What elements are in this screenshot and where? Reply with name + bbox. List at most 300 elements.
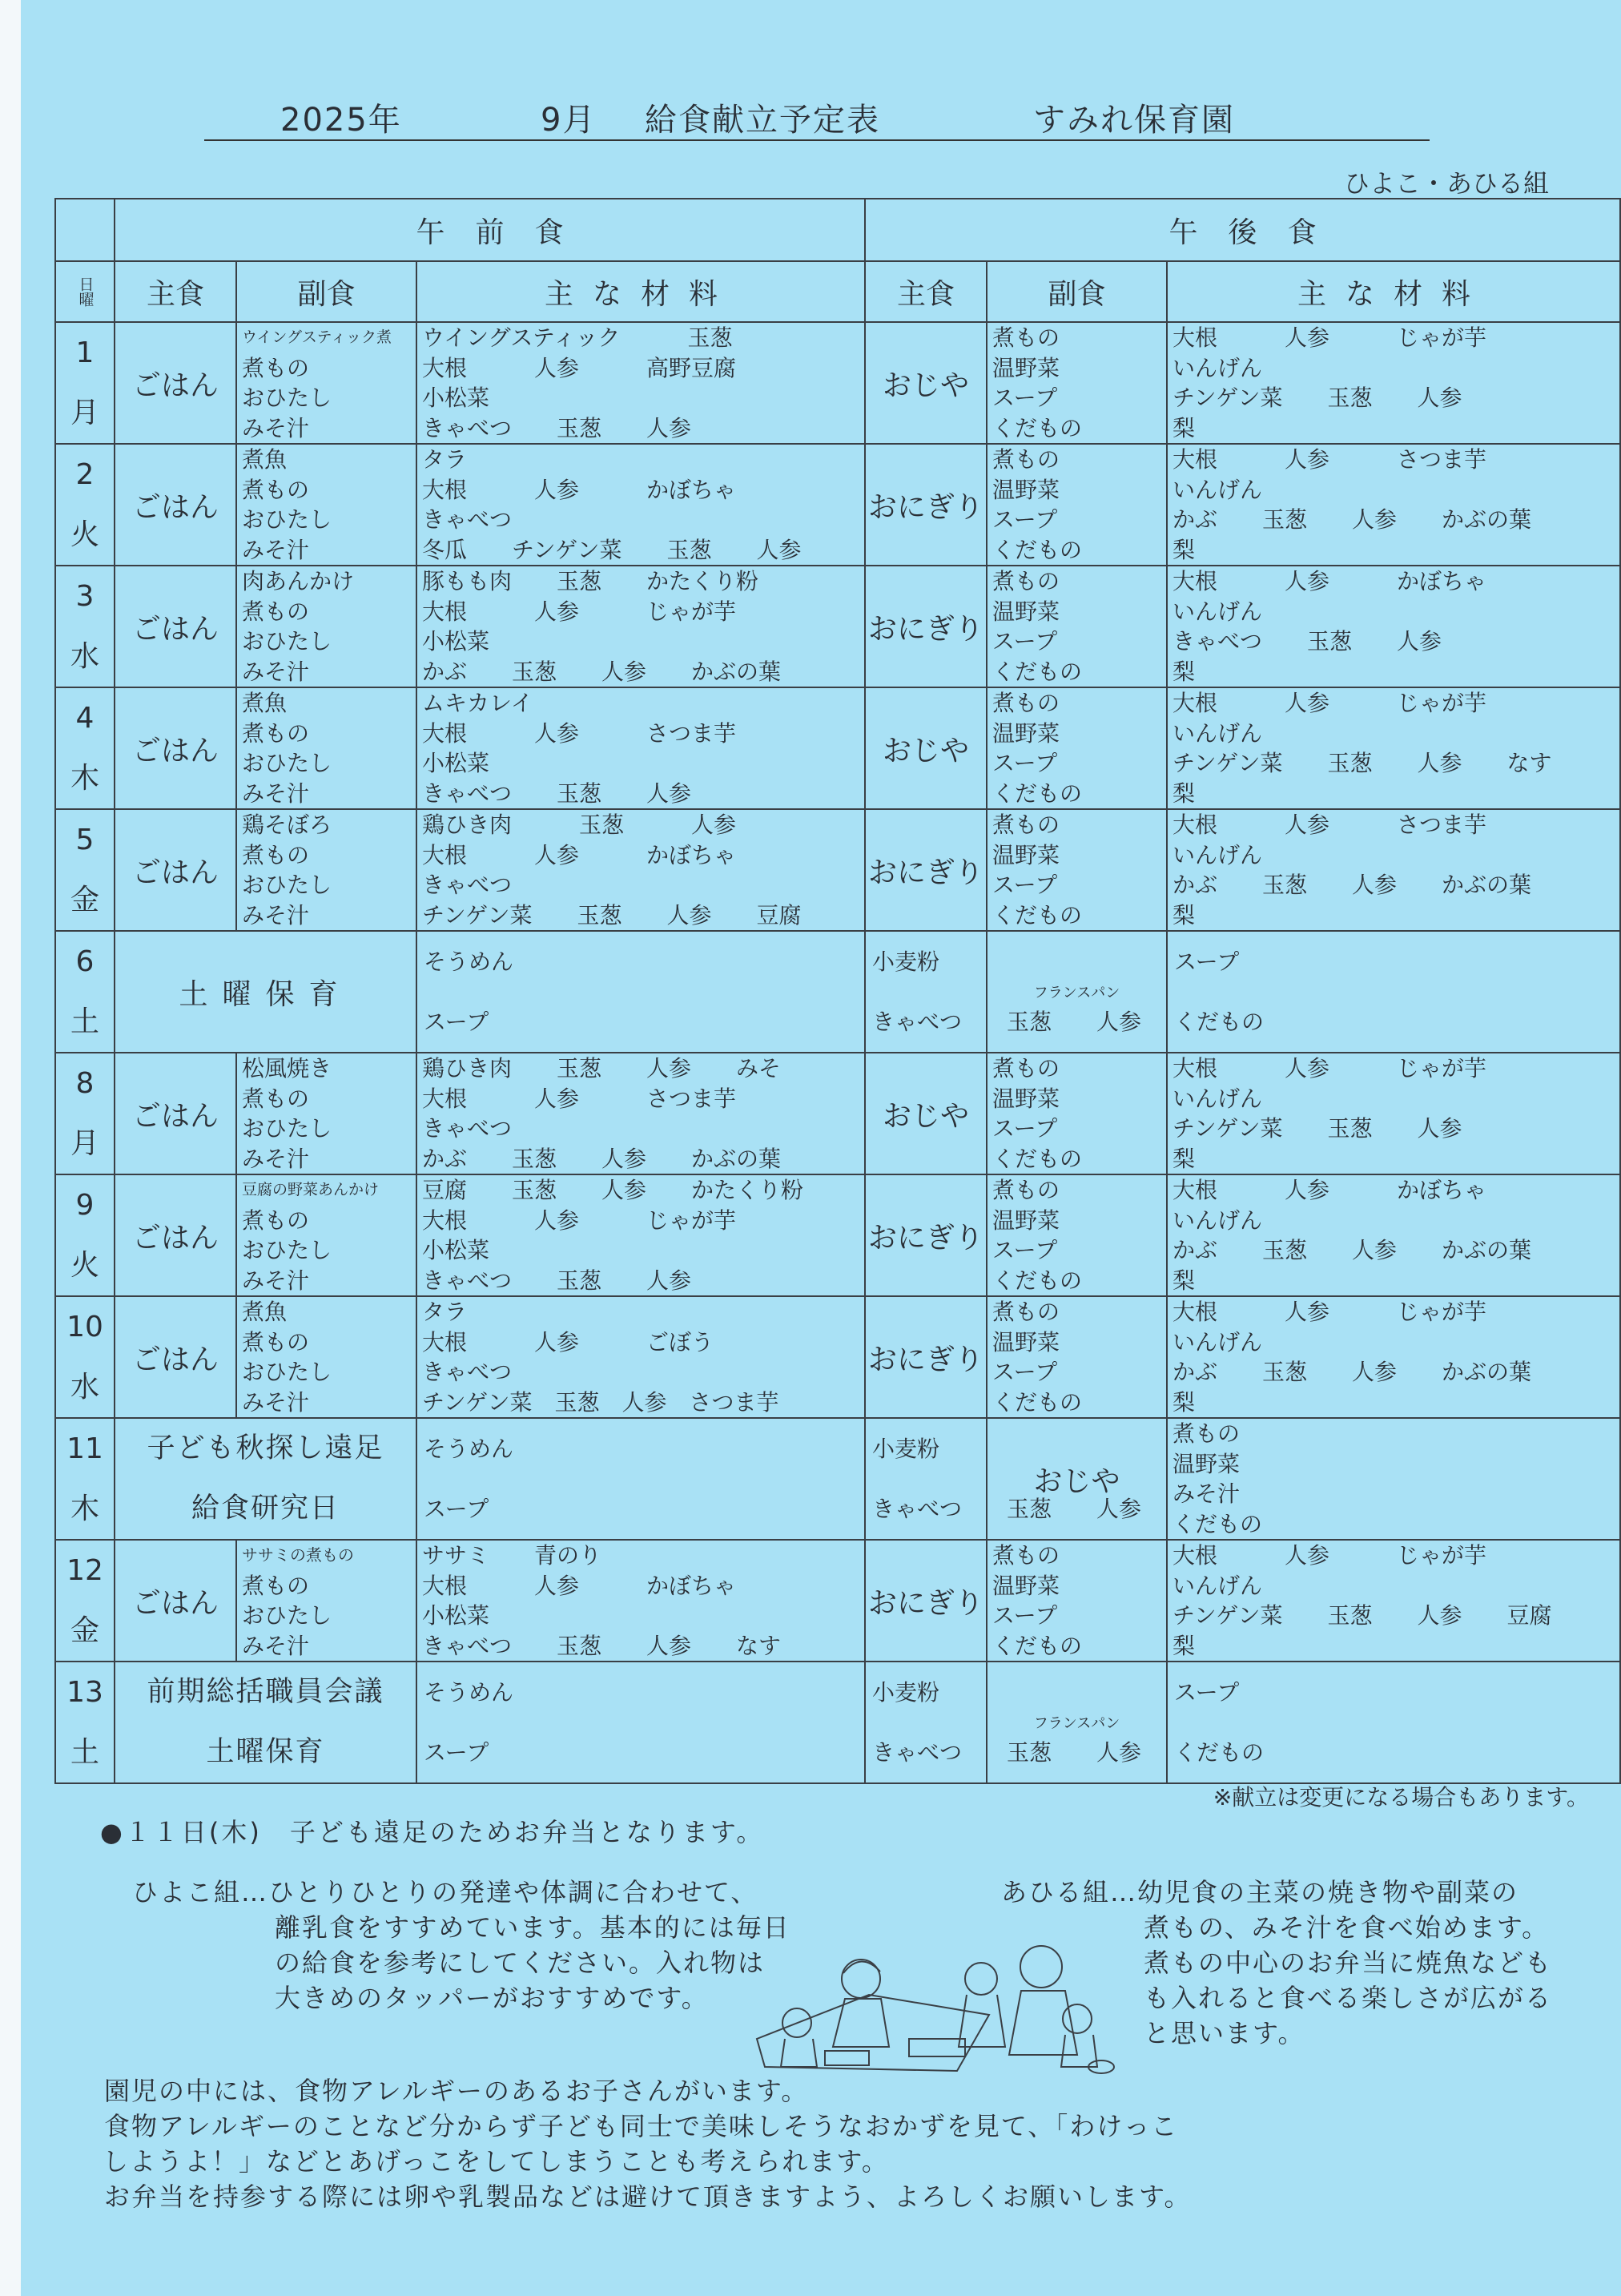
side-dish: 温野菜 xyxy=(992,476,1060,503)
am-ingredients-cell xyxy=(416,444,865,566)
pm-side-cell xyxy=(1167,931,1620,1053)
side-dish: 温野菜 xyxy=(992,1328,1060,1355)
ingredient-line: 小麦粉 xyxy=(872,949,940,975)
header-am-ingredients: 主な材料 xyxy=(416,261,865,322)
pm-side-cell xyxy=(987,1540,1167,1662)
table-row xyxy=(55,809,1620,931)
side-dish: 煮もの xyxy=(242,476,310,503)
date-number: 9 xyxy=(75,1189,95,1222)
pm-staple-cell: おじや xyxy=(865,687,987,809)
side-dish: くだもの xyxy=(992,901,1083,928)
day-of-week: 金 xyxy=(70,1614,99,1647)
table-row xyxy=(55,1174,1620,1296)
day-of-week: 金 xyxy=(70,884,99,916)
ingredient-line: 鶏ひき肉 玉葱 人参 みそ xyxy=(422,1055,782,1082)
am-staple-cell: ごはん xyxy=(115,687,236,809)
pm-staple-cell: おじや xyxy=(987,1418,1167,1540)
am-ingredients-cell xyxy=(416,687,865,809)
ingredient-line: ムキカレイ xyxy=(422,690,533,716)
day-of-week: 木 xyxy=(70,762,99,795)
event-line: 給食研究日 xyxy=(191,1492,340,1525)
side-dish: 鶏そぼろ xyxy=(242,812,332,838)
side-dish: 煮もの xyxy=(242,841,310,868)
side-dish: 温野菜 xyxy=(992,1206,1060,1234)
side-dish: おひたし xyxy=(242,385,332,411)
ingredient-line: 小麦粉 xyxy=(872,1679,940,1706)
side-dish: 豆腐の野菜あんかけ xyxy=(242,1181,380,1198)
side-dish: くだもの xyxy=(992,1632,1083,1659)
ingredient-line: きゃべつ 玉葱 人参 xyxy=(422,414,692,441)
hiyoko-line: の給食を参考にしてください。入れ物は xyxy=(275,1948,766,1978)
day-of-week: 火 xyxy=(70,1249,99,1282)
ahiru-line: 煮もの、みそ汁を食べ始めます。 xyxy=(1144,1912,1550,1943)
ingredient-line: いんげん xyxy=(1173,1572,1263,1599)
side-dish: おひたし xyxy=(242,1602,332,1629)
side-dish: くだもの xyxy=(992,1267,1083,1294)
side-dish: 煮もの xyxy=(242,1206,310,1234)
pm-staple-cell: おじや xyxy=(865,322,987,444)
side-dish: 温野菜 xyxy=(992,719,1060,747)
side-dish: 煮魚 xyxy=(242,690,288,716)
side-dish: 煮もの xyxy=(242,1328,310,1355)
ingredient-line: かぶ 玉葱 人参 かぶの葉 xyxy=(1173,872,1532,898)
am-side-cell xyxy=(236,1296,416,1418)
side-dish: スープ xyxy=(1174,1679,1240,1706)
side-dish: 煮もの xyxy=(992,568,1060,594)
pm-staple-cell: おにぎり xyxy=(865,809,987,931)
hiyoko-line: 大きめのタッパーがおすすめです。 xyxy=(275,1983,709,2013)
ingredient-line: 小松菜 xyxy=(422,1602,490,1629)
menu-item: そうめん xyxy=(424,949,514,975)
ingredient-line: いんげん xyxy=(1173,719,1263,747)
side-dish: ササミの煮もの xyxy=(242,1545,354,1565)
hiyoko-line: 離乳食をすすめています。基本的には毎日 xyxy=(275,1912,790,1943)
day-of-week: 水 xyxy=(70,640,99,673)
ingredient-line: 豆腐 玉葱 人参 かたくり粉 xyxy=(422,1177,804,1203)
date-cell xyxy=(55,322,115,444)
side-dish: 肉あんかけ xyxy=(242,568,355,594)
ingredient-line: 小麦粉 xyxy=(872,1436,940,1462)
date-cell xyxy=(55,1540,115,1662)
am-ingredients-cell xyxy=(416,1174,865,1296)
side-dish: 温野菜 xyxy=(992,1572,1060,1599)
ingredient-line: きゃべつ 玉葱 人参 xyxy=(422,1267,692,1294)
title-month: 9月 xyxy=(541,102,597,139)
side-dish: みそ汁 xyxy=(242,414,310,441)
table-row xyxy=(55,444,1620,566)
pm-ingredients-cell xyxy=(1167,444,1620,566)
ingredient-line: タラ xyxy=(422,1299,468,1325)
ingredient-line: ウイングスティック 玉葱 xyxy=(422,324,733,351)
date-number: 8 xyxy=(75,1067,95,1100)
ingredient-line: 梨 xyxy=(1173,536,1196,563)
pm-ingredients-cell xyxy=(1167,566,1620,687)
date-number: 1 xyxy=(75,336,95,369)
date-number: 12 xyxy=(66,1554,103,1587)
side-dish: くだもの xyxy=(1173,1510,1263,1537)
ahiru-line: あひる組…幼児食の主菜の焼き物や副菜の xyxy=(1001,1877,1519,1907)
ingredient-line: 小松菜 xyxy=(422,385,490,411)
ingredient-line: 梨 xyxy=(1173,414,1196,441)
am-ingredients-cell xyxy=(416,322,865,444)
ingredient-line: 大根 人参 じゃが芋 xyxy=(1173,1542,1487,1569)
ahiru-line: と思います。 xyxy=(1144,2018,1305,2048)
paper-edge xyxy=(0,0,21,2296)
allergy-line: しようよ！」などとあげっこをしてしまうことも考えられます。 xyxy=(103,2146,889,2177)
date-cell xyxy=(55,809,115,931)
side-dish: 煮もの xyxy=(992,324,1060,351)
ingredient-line: チンゲン菜 玉葱 人参 なす xyxy=(1173,750,1552,776)
ingredient-line: 梨 xyxy=(1173,1145,1196,1172)
side-dish: 煮もの xyxy=(242,598,310,625)
ingredient-line: 大根 人参 じゃが芋 xyxy=(422,1206,737,1234)
side-dish: 温野菜 xyxy=(992,598,1060,625)
pm-staple-cell: フランスパン xyxy=(987,931,1167,1053)
ingredient-line: チンゲン菜 玉葱 人参 さつま芋 xyxy=(422,1388,779,1416)
pm-side-cell xyxy=(987,322,1167,444)
event-line: 前期総括職員会議 xyxy=(147,1676,384,1708)
pm-staple-cell: おにぎり xyxy=(865,1296,987,1418)
am-side-cell xyxy=(236,1174,416,1296)
date-cell xyxy=(55,1418,115,1540)
am-staple-cell: ごはん xyxy=(115,1174,236,1296)
pm-staple-cell: おにぎり xyxy=(865,566,987,687)
school-name: すみれ保育園 xyxy=(1033,102,1235,139)
menu-item: スープ xyxy=(424,1009,489,1035)
header-pm-ingredients: 主な材料 xyxy=(1167,261,1620,322)
am-ingredients-cell xyxy=(416,1053,865,1174)
header-morning: 午前食 xyxy=(115,199,865,261)
side-dish: 温野菜 xyxy=(992,354,1060,381)
date-number: 4 xyxy=(75,702,95,735)
pm-ingredients-cell xyxy=(1167,322,1620,444)
ingredient-line: 大根 人参 さつま芋 xyxy=(422,1085,737,1112)
title-name: 給食献立予定表 xyxy=(645,102,880,139)
ingredient-line: チンゲン菜 玉葱 人参 xyxy=(1173,1115,1462,1142)
menu-item: スープ xyxy=(424,1739,489,1766)
pm-ingredients-cell xyxy=(1167,1296,1620,1418)
event-line: 子ども秋探し遠足 xyxy=(147,1432,384,1464)
excursion-notice: ●１１日(木) 子ども遠足のためお弁当となります。 xyxy=(100,1817,765,1847)
am-ingredients-cell xyxy=(416,566,865,687)
ingredient-line: きゃべつ 玉葱 人参 xyxy=(422,779,692,807)
pm-side-cell xyxy=(987,687,1167,809)
day-of-week: 土 xyxy=(70,1736,99,1769)
side-dish: 温野菜 xyxy=(992,1085,1060,1112)
day-of-week: 木 xyxy=(70,1492,99,1525)
ingredient-line: きゃべつ 玉葱 人参 なす xyxy=(422,1632,782,1659)
ingredient-line: 小松菜 xyxy=(422,1237,490,1263)
ingredient-line: いんげん xyxy=(1173,841,1263,868)
pm-side-cell xyxy=(987,1053,1167,1174)
ingredient-line: きゃべつ xyxy=(422,872,513,898)
pm-staple-cell: おにぎり xyxy=(865,444,987,566)
ingredient-line: 大根 人参 かぼちゃ xyxy=(422,1572,737,1599)
day-of-week: 月 xyxy=(70,397,99,429)
ingredient-line: ササミ 青のり xyxy=(422,1542,602,1569)
side-dish: おひたし xyxy=(242,872,332,898)
side-dish: みそ汁 xyxy=(1173,1480,1241,1507)
title-year: 2025年 xyxy=(280,102,402,139)
side-dish: ウイングスティック煮 xyxy=(242,328,392,346)
side-dish: みそ汁 xyxy=(242,1267,310,1294)
picnic-illustration xyxy=(749,1919,1117,2079)
ingredient-line: 大根 人参 さつま芋 xyxy=(422,719,737,747)
pm-staple-cell: おにぎり xyxy=(865,1174,987,1296)
pm-side-cell xyxy=(1167,1662,1620,1783)
allergy-line: 園児の中には、食物アレルギーのあるお子さんがいます。 xyxy=(104,2076,809,2106)
pm-side-cell xyxy=(987,1296,1167,1418)
side-dish: 煮魚 xyxy=(242,1299,288,1325)
ingredient-line: 大根 人参 じゃが芋 xyxy=(422,598,737,625)
header-day: 日曜 xyxy=(55,261,115,322)
side-dish: くだもの xyxy=(992,536,1083,563)
ingredient-line: いんげん xyxy=(1173,1085,1263,1112)
side-dish: くだもの xyxy=(992,779,1083,807)
table-row xyxy=(55,1418,1620,1540)
special-event-cell: 土曜保育 xyxy=(115,931,416,1053)
ingredient-line: 大根 人参 さつま芋 xyxy=(1173,446,1487,473)
side-dish: おひたし xyxy=(242,506,332,533)
header-afternoon: 午後食 xyxy=(865,199,1620,261)
ingredient-line: 梨 xyxy=(1173,779,1196,807)
side-dish: スープ xyxy=(992,1602,1058,1629)
side-dish: スープ xyxy=(992,506,1058,533)
ingredient-line: 梨 xyxy=(1173,1267,1196,1294)
ingredient-line: 大根 人参 じゃが芋 xyxy=(1173,1299,1487,1325)
side-dish: 温野菜 xyxy=(992,841,1060,868)
ingredient-line: 小松菜 xyxy=(422,750,490,776)
pm-staple-cell: おにぎり xyxy=(865,1540,987,1662)
am-staple-cell: ごはん xyxy=(115,1053,236,1174)
change-note: ※献立は変更になる場合もあります。 xyxy=(1213,1784,1589,1811)
pm-staple-cell: フランスパン xyxy=(987,1662,1167,1783)
pm-side-cell xyxy=(1167,1418,1620,1540)
pm-ingredients-cell xyxy=(1167,1053,1620,1174)
am-side-cell xyxy=(236,322,416,444)
date-number: 3 xyxy=(75,580,95,613)
date-cell xyxy=(55,931,115,1053)
side-dish: スープ xyxy=(992,750,1058,776)
am-staple-cell: ごはん xyxy=(115,1296,236,1418)
ingredient-line: 大根 人参 かぼちゃ xyxy=(1173,1177,1487,1203)
am-staple-cell: ごはん xyxy=(115,322,236,444)
am-menu-cell xyxy=(416,1662,865,1783)
side-dish: みそ汁 xyxy=(242,1388,310,1416)
header-pm-side: 副食 xyxy=(987,261,1167,322)
ingredient-line: きゃべつ 玉葱 人参 xyxy=(1173,628,1442,655)
am-staple-cell: ごはん xyxy=(115,1540,236,1662)
hiyoko-line: ひよこ組…ひとりひとりの発達や体調に合わせて、 xyxy=(132,1877,758,1907)
side-dish: スープ xyxy=(992,385,1058,411)
side-dish: くだもの xyxy=(992,1145,1083,1172)
day-of-week: 土 xyxy=(70,1005,99,1038)
menu-item: スープ xyxy=(424,1496,489,1522)
ingredient-line: かぶ 玉葱 人参 かぶの葉 xyxy=(422,658,782,685)
date-number: 6 xyxy=(75,945,95,978)
side-dish: みそ汁 xyxy=(242,901,310,928)
pm-ingredients-cell xyxy=(1167,809,1620,931)
ingredient-line: 大根 人参 かぼちゃ xyxy=(422,841,737,868)
table-row xyxy=(55,1540,1620,1662)
am-side-cell xyxy=(236,566,416,687)
ingredient-line: いんげん xyxy=(1173,1328,1263,1355)
ingredient-line: きゃべつ xyxy=(422,1359,513,1385)
hiyoko-paragraph xyxy=(132,1875,790,2016)
am-side-cell xyxy=(236,1540,416,1662)
ingredient-line: 冬瓜 チンゲン菜 玉葱 人参 xyxy=(422,536,802,563)
ingredient-line: 小松菜 xyxy=(422,628,490,655)
special-event-cell xyxy=(115,1662,416,1783)
ingredient-line: いんげん xyxy=(1173,1206,1263,1234)
side-dish: くだもの xyxy=(992,414,1083,441)
side-dish: 煮もの xyxy=(1173,1420,1241,1447)
pm-side-cell xyxy=(987,809,1167,931)
date-number: 2 xyxy=(75,458,95,491)
side-dish: 煮もの xyxy=(992,446,1060,473)
day-of-week: 月 xyxy=(70,1127,99,1160)
side-dish: スープ xyxy=(992,872,1058,898)
ingredient-line: 梨 xyxy=(1173,1632,1196,1659)
table-row xyxy=(55,1296,1620,1418)
ingredient-line: チンゲン菜 玉葱 人参 豆腐 xyxy=(1173,1602,1552,1629)
ingredient-line: きゃべつ xyxy=(422,1115,513,1142)
table-row xyxy=(55,931,1620,1053)
side-dish: スープ xyxy=(992,1359,1058,1385)
am-menu-cell xyxy=(416,1418,865,1540)
ahiru-line: 煮もの中心のお弁当に焼魚なども xyxy=(1144,1948,1553,1978)
header-pm-staple: 主食 xyxy=(865,261,987,322)
class-name: ひよこ・あひる組 xyxy=(1343,168,1549,199)
table-row xyxy=(55,1662,1620,1783)
ingredient-line: 大根 人参 かぼちゃ xyxy=(1173,568,1487,594)
side-dish: 煮もの xyxy=(992,1177,1060,1203)
pm-side-cell xyxy=(987,444,1167,566)
ingredient-line: いんげん xyxy=(1173,476,1263,503)
ingredient-line: 大根 人参 じゃが芋 xyxy=(1173,1055,1487,1082)
am-menu-cell xyxy=(416,931,865,1053)
ingredient-line: 大根 人参 じゃが芋 xyxy=(1173,324,1487,351)
ingredient-line: 大根 人参 かぼちゃ xyxy=(422,476,737,503)
day-of-week: 火 xyxy=(70,518,99,551)
side-dish: くだもの xyxy=(992,1388,1083,1416)
side-dish: スープ xyxy=(992,1237,1058,1263)
side-dish: くだもの xyxy=(1174,1009,1265,1035)
ingredient-line: 鶏ひき肉 玉葱 人参 xyxy=(422,812,737,838)
ahiru-line: も入れると食べる楽しさが広がる xyxy=(1144,1983,1553,2013)
allergy-line: 食物アレルギーのことなど分からず子ども同士で美味しそうなおかずを見て、「わけっこ xyxy=(104,2111,1179,2141)
date-cell xyxy=(55,687,115,809)
ingredient-line: 大根 人参 じゃが芋 xyxy=(1173,690,1487,716)
side-dish: みそ汁 xyxy=(242,1632,310,1659)
table-row xyxy=(55,322,1620,444)
side-dish: 煮もの xyxy=(992,690,1060,716)
ingredient-line: かぶ 玉葱 人参 かぶの葉 xyxy=(1173,1237,1532,1263)
side-dish: 煮もの xyxy=(992,1542,1060,1569)
am-ingredients-cell xyxy=(416,1540,865,1662)
table-corner xyxy=(55,199,115,261)
ingredient-line: きゃべつ 玉葱 人参 xyxy=(872,1009,1142,1035)
allergy-paragraph xyxy=(104,2073,1191,2214)
ingredient-line: かぶ 玉葱 人参 かぶの葉 xyxy=(422,1145,782,1172)
ingredient-line: 梨 xyxy=(1173,1388,1196,1416)
special-event-cell xyxy=(115,1418,416,1540)
ingredient-line: いんげん xyxy=(1173,354,1263,381)
ingredient-line: きゃべつ 玉葱 人参 xyxy=(872,1739,1142,1766)
pm-ingredients-cell xyxy=(1167,1174,1620,1296)
am-side-cell xyxy=(236,1053,416,1174)
am-ingredients-cell xyxy=(416,809,865,931)
ingredient-line: 梨 xyxy=(1173,658,1196,685)
side-dish: おひたし xyxy=(242,1359,332,1385)
am-staple-cell: ごはん xyxy=(115,566,236,687)
ingredient-line: いんげん xyxy=(1173,598,1263,625)
side-dish: 煮魚 xyxy=(242,446,288,473)
side-dish: くだもの xyxy=(992,658,1083,685)
date-cell xyxy=(55,444,115,566)
side-dish: 煮もの xyxy=(242,1085,310,1112)
ingredient-line: 大根 人参 ごぼう xyxy=(422,1328,714,1355)
allergy-line: お弁当を持参する際には卵や乳製品などは避けて頂きますよう、よろしくお願いします。 xyxy=(104,2181,1192,2212)
date-cell xyxy=(55,1296,115,1418)
menu-body xyxy=(55,322,1620,1783)
date-number: 10 xyxy=(66,1311,103,1343)
side-dish: 煮もの xyxy=(992,812,1060,838)
ingredient-line: きゃべつ xyxy=(422,506,513,533)
side-dish: おひたし xyxy=(242,628,332,655)
ingredient-line: タラ xyxy=(422,446,468,473)
table-row xyxy=(55,566,1620,687)
header-am-side: 副食 xyxy=(236,261,416,322)
pm-ingredients-cell xyxy=(1167,687,1620,809)
am-staple-cell: ごはん xyxy=(115,809,236,931)
date-cell xyxy=(55,1662,115,1783)
pm-staple-cell: おじや xyxy=(865,1053,987,1174)
am-staple-cell: ごはん xyxy=(115,444,236,566)
side-dish: みそ汁 xyxy=(242,1145,310,1172)
header-am-staple: 主食 xyxy=(115,261,236,322)
side-dish: くだもの xyxy=(1174,1739,1265,1766)
menu-table xyxy=(54,198,1621,1784)
pm-ingredients-cell xyxy=(1167,1540,1620,1662)
date-number: 5 xyxy=(75,824,95,856)
date-number: 11 xyxy=(66,1432,103,1465)
date-number: 13 xyxy=(66,1676,103,1709)
table-row xyxy=(55,687,1620,809)
side-dish: 煮もの xyxy=(242,1572,310,1599)
side-dish: みそ汁 xyxy=(242,536,310,563)
side-dish: おひたし xyxy=(242,1237,332,1263)
pm-side-cell xyxy=(987,1174,1167,1296)
day-of-week: 水 xyxy=(70,1371,99,1404)
side-dish: 煮もの xyxy=(992,1299,1060,1325)
document-title xyxy=(204,90,1430,141)
am-side-cell xyxy=(236,444,416,566)
side-dish: 煮もの xyxy=(992,1055,1060,1082)
ingredient-line: チンゲン菜 玉葱 人参 xyxy=(1173,385,1462,411)
ingredient-line: 大根 人参 高野豆腐 xyxy=(422,354,737,381)
event-line: 土曜保育 xyxy=(206,1736,325,1768)
side-dish: 煮もの xyxy=(242,354,310,381)
date-cell xyxy=(55,566,115,687)
date-cell xyxy=(55,1053,115,1174)
am-side-cell xyxy=(236,809,416,931)
side-dish: みそ汁 xyxy=(242,658,310,685)
table-row xyxy=(55,1053,1620,1174)
am-ingredients-cell xyxy=(416,1296,865,1418)
menu-item: そうめん xyxy=(424,1436,514,1462)
side-dish: スープ xyxy=(992,1115,1058,1142)
